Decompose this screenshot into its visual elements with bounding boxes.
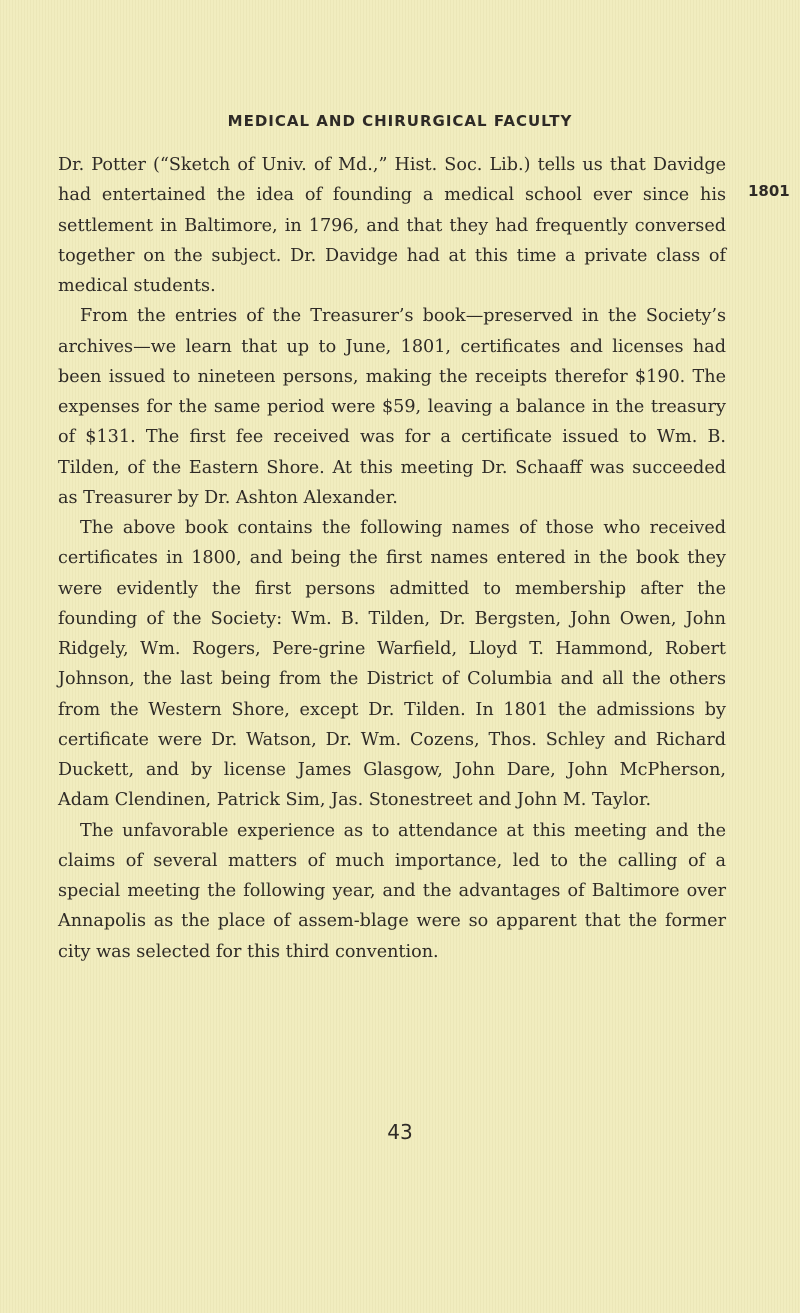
running-head: MEDICAL AND CHIRURGICAL FACULTY xyxy=(227,112,573,130)
paragraph-4: The unfavorable experience as to attendance at this meeting and the claims of several matters of much importance, led to the calling of a special meeting the following year, and the advantages of Baltimore over Annapolis as the place of assem-blage were so apparent that the former city was selected for this third convention. xyxy=(58,820,726,962)
page-number: 43 xyxy=(387,1120,413,1144)
paragraph-3: The above book contains the following names of those who received certificates in 1800, and being the first names entered in the book they were evidently the first persons admitted to membership after the founding of the Society: Wm. B. Tilden, Dr. Bergsten, John Owen, John Ridgely, Wm. Rogers, Pere-grine Warfield, Lloyd T. Hammond, Robert Johnson, the last being from the District of Columbia and all the others from the Western Shore, except Dr. Tilden. In 1801 the admissions by certificate were Dr. Watson, Dr. Wm. Cozens, Thos. Schley and Richard Duckett, and by license James Glasgow, John Dare, John McPherson, Adam Clendinen, Patrick Sim, Jas. Stonestreet and John M. Taylor. xyxy=(58,518,726,811)
body-text xyxy=(58,150,726,967)
paragraph-2: From the entries of the Treasurer’s book—preserved in the Society’s archives—we learn that up to June, 1801, certificates and licenses had been issued to nineteen persons, making the receipts therefor $190. The expenses for the same period were $59, leaving a balance in the treasury of $131. The first fee received was for a certificate issued to Wm. B. Tilden, of the Eastern Shore. At this meeting Dr. Schaaff was succeeded as Treasurer by Dr. Ashton Alexander. xyxy=(58,306,726,508)
margin-year-note: 1801 xyxy=(748,182,790,200)
paragraph-1: Dr. Potter (“Sketch of Univ. of Md.,” Hist. Soc. Lib.) tells us that Davidge had entertained the idea of founding a medical school ever since his settlement in Baltimore, in 1796, and that they had frequently conversed together on the subject. Dr. Davidge had at this time a private class of medical students. xyxy=(58,155,726,296)
